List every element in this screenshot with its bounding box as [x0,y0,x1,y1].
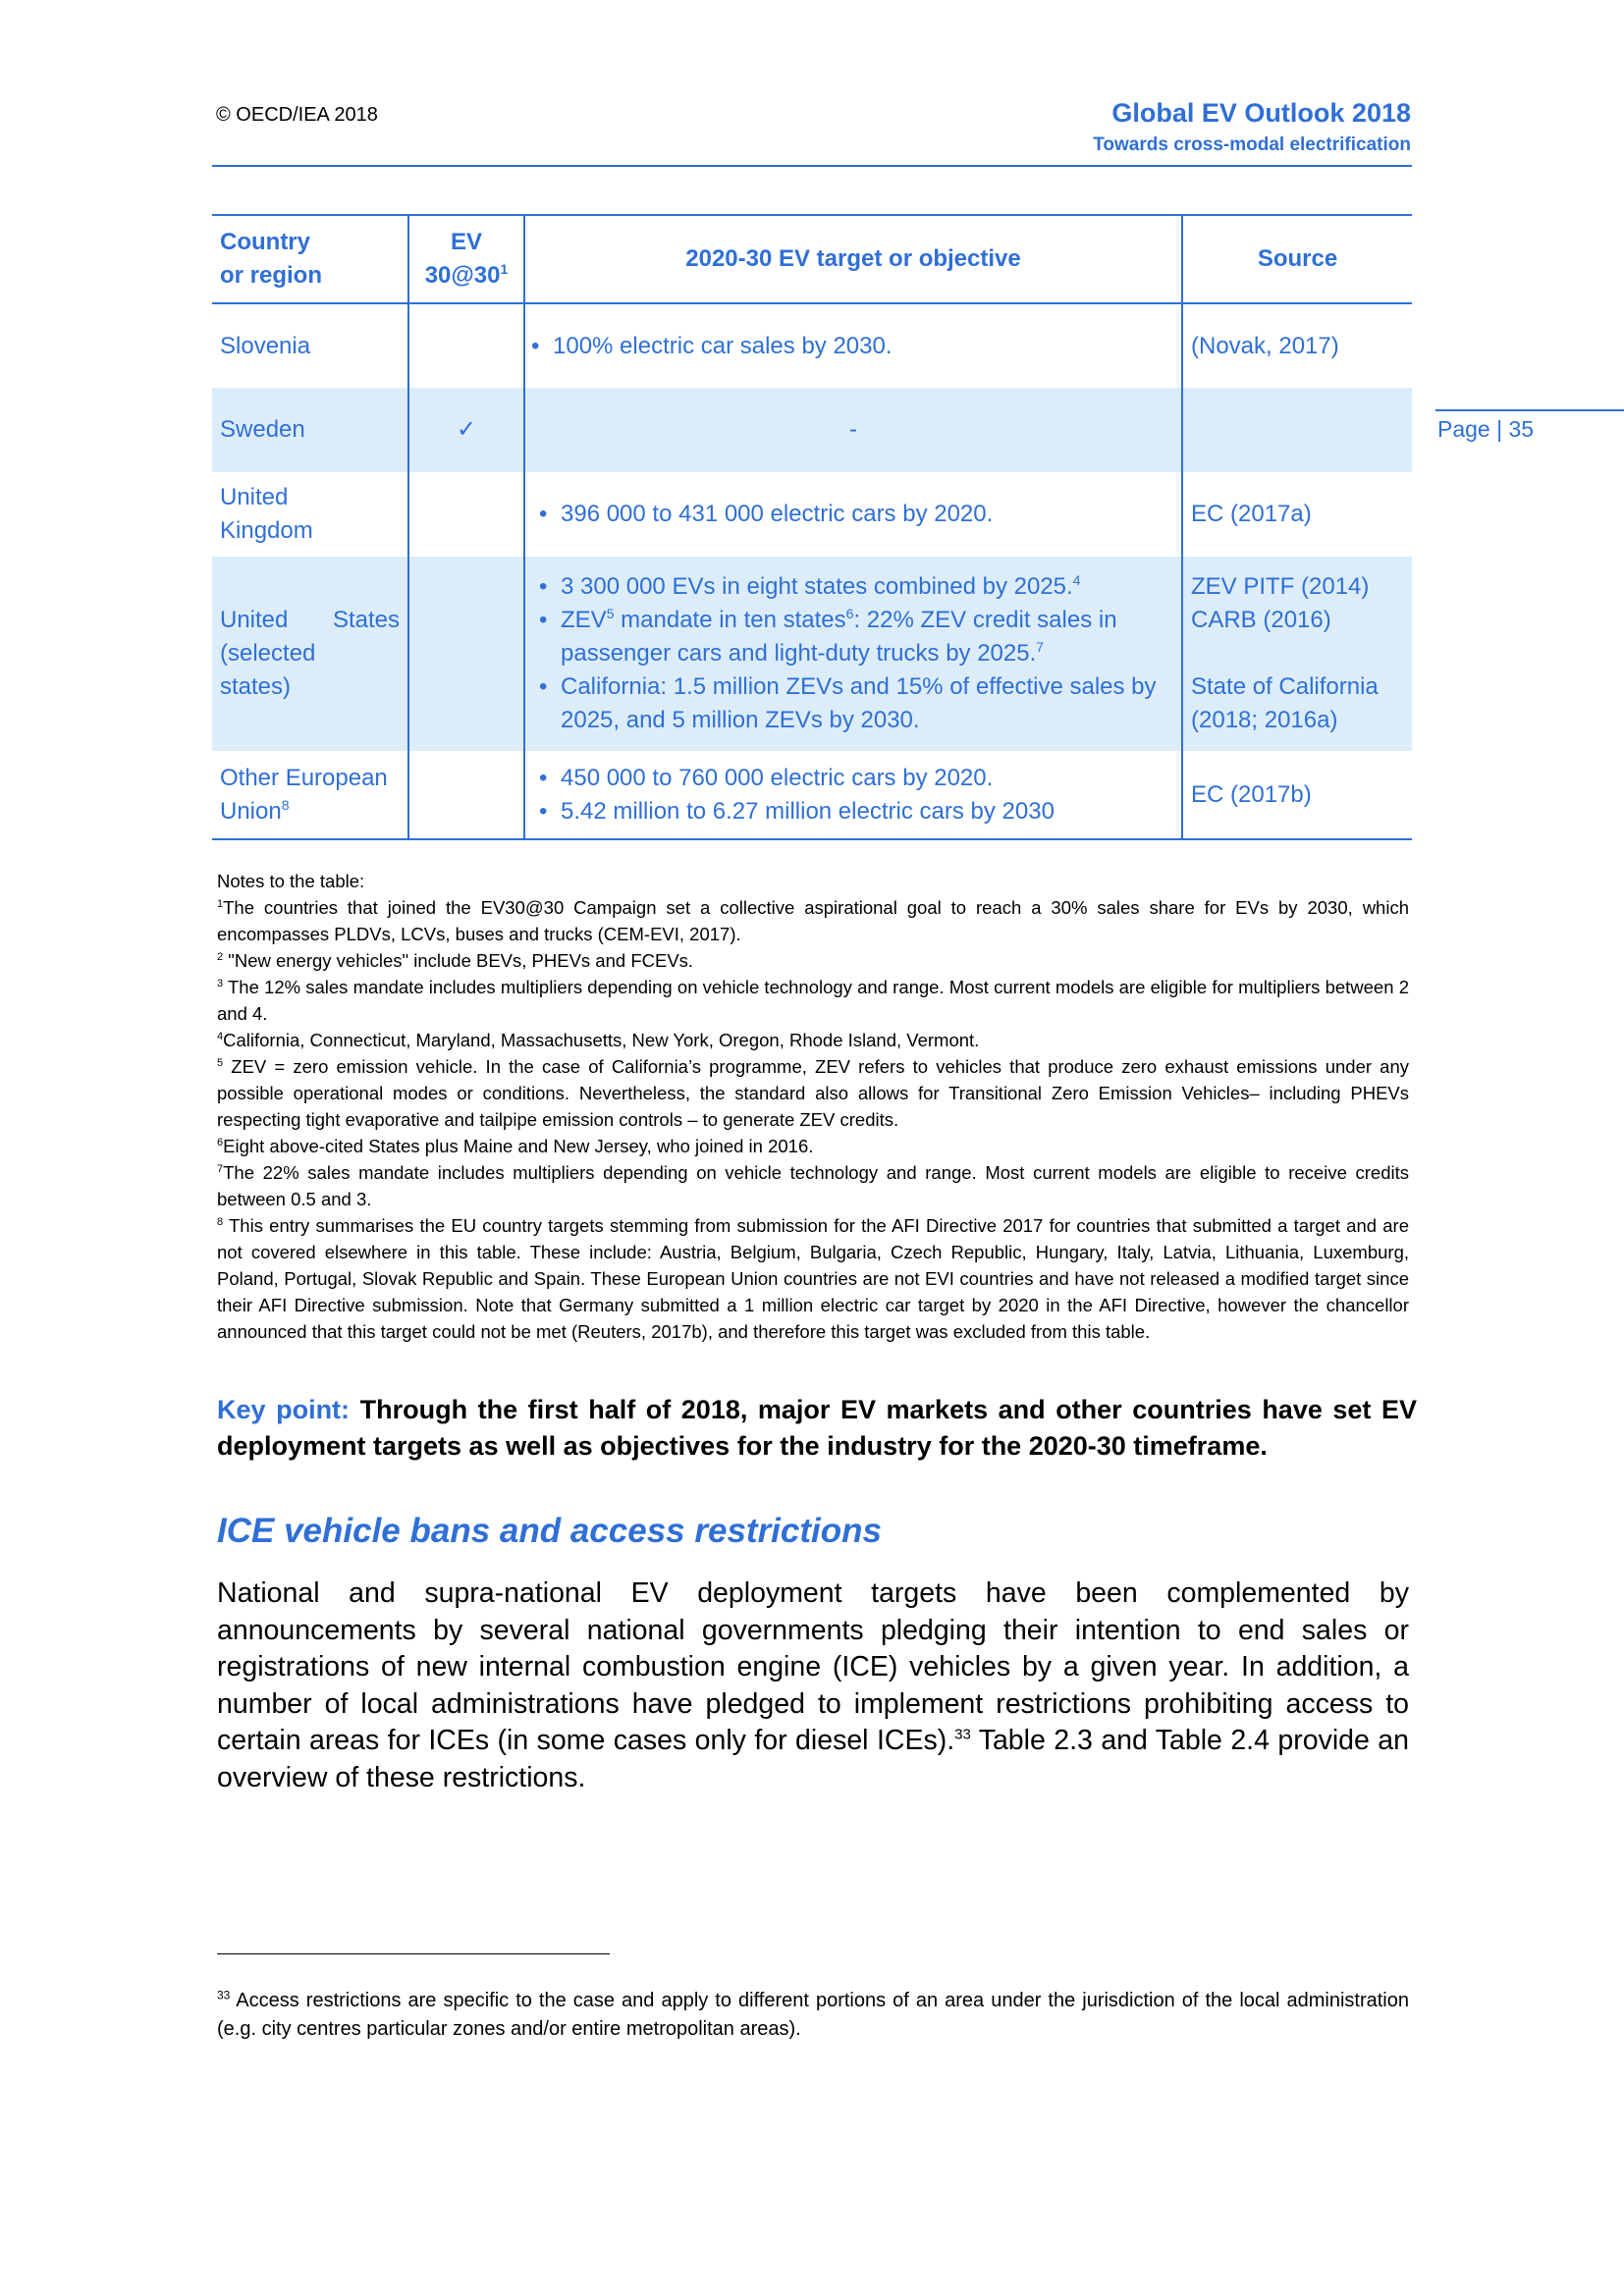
table-notes [217,868,1409,1345]
country-line: Other European [220,764,388,791]
country-cell [212,557,408,751]
section-title: ICE vehicle bans and access restrictions [217,1512,882,1550]
page-label: Page [1437,416,1490,442]
target-item: • 100% electric car sales by 2030. [553,330,1173,363]
column-header-country-line1: Country [220,229,310,255]
page-separator: | [1496,416,1503,442]
key-point [217,1392,1417,1465]
source-cell: EC (2017b) [1182,751,1412,839]
target-cell [524,751,1182,839]
target-item: • 450 000 to 760 000 electric cars by 2020. [561,762,1173,795]
ev3030-cell [408,751,524,839]
target-cell [524,557,1182,751]
report-title: Global EV Outlook 2018 [1111,98,1411,128]
country-cell: Sweden [212,388,408,472]
table-row [212,472,1412,557]
note-item: $^6$Eight above-cited States plus Maine and New Jersey, who joined in 2016. [217,1136,814,1156]
column-header-ev-line1: EV [450,229,482,255]
footnote-ref: 33 [954,1726,971,1743]
target-item: • 3 300 000 EVs in eight states combined by 2025.$^4$ [561,570,1173,604]
body-paragraph: National and supra-national EV deployment targets have been complemented by announcements by several national governments pledging their intention to end sales or registrations of new internal combustion engine (ICE) vehicles by a given year. In addition, a number of local administrations have pledged to implement restrictions prohibiting access to certain areas for ICEs (in some cases only for diesel ICEs).$^{33}$ Table 2.3 and Table 2.4 provide an overview of these restrictions. [217,1577,1409,1793]
page-number [1437,416,1534,443]
column-header-country [212,215,408,303]
target-item: • 396 000 to 431 000 electric cars by 2020. [561,498,1173,531]
target-item: • ZEV$^5$ mandate in ten states$^6$: 22% ZEV credit sales in passenger cars and light-duty trucks by 2025.$^7$ [561,604,1173,670]
source-cell [1182,388,1412,472]
copyright: © OECD/IEA 2018 [216,104,378,126]
table-row [212,303,1412,388]
running-header [1093,98,1411,156]
key-point-text: Through the first half of 2018, major EV markets and other countries have set EV deployment targets as well as objectives for the industry for the 2020-30 timeframe. [217,1395,1417,1461]
footnote-ref: 5 [606,606,615,621]
column-header-ev3030 [408,215,524,303]
source-cell: (Novak, 2017) [1191,332,1339,359]
notes-heading: Notes to the table: [217,871,365,891]
column-header-source: Source [1182,215,1412,303]
column-header-country-line2: or region [220,262,323,289]
page-number-divider [1435,409,1624,411]
header-divider [212,165,1412,167]
note-item: $^7$The 22% sales mandate includes multipliers depending on vehicle technology and range. Most current models are eligible to receive credits between 0.5 and 3. [217,1162,1409,1209]
source-line: (2018; 2016a) [1191,707,1338,733]
checkmark-icon: ✓ [408,388,524,472]
note-item: $^3$ The 12% sales mandate includes multipliers depending on vehicle technology and range. Most current models are eligible for multipliers between 2 and 4. [217,977,1409,1024]
note-item: $^5$ ZEV = zero emission vehicle. In the case of California’s programme, ZEV refers to vehicles that produce zero exhaust emissions under any possible operational modes or conditions. Nevertheless, the standard also allows for Transitional Zero Emission Vehicles– including PHEVs respecting tight evaporative and tailpipe emission controls – to generate ZEV credits. [217,1056,1409,1130]
column-header-target: 2020-30 EV target or objective [524,215,1182,303]
country-cell [212,751,408,839]
page-footnote: $^{33}$ Access restrictions are specific to the case and apply to different portions of an area under the jurisdiction of the local administration (e.g. city centres particular zones and/or entire metropolitan areas). [217,1988,1409,2040]
footnote-ref: 7 [1036,639,1045,655]
target-cell [524,472,1182,557]
table-row [212,388,1412,472]
table-header-row [212,215,1412,303]
country-cell [212,472,408,557]
table-row [212,751,1412,839]
ev3030-cell [408,472,524,557]
target-item: • 5.42 million to 6.27 million electric cars by 2030 [561,795,1173,828]
country-line: United States [220,607,400,633]
key-point-label: Key point: [217,1395,351,1424]
note-item: $^2$ "New energy vehicles" include BEVs, PHEVs and FCEVs. [217,950,694,971]
country-line: Kingdom [220,517,313,544]
column-header-ev-line2: 30@30 [424,262,501,289]
footnote-ref: 8 [281,796,290,813]
source-line: State of California [1191,673,1379,700]
note-item: $^1$The countries that joined the EV30@30 Campaign set a collective aspirational goal to reach a 30% sales share for EVs by 2030, which encompasses PLDVs, LCVs, buses and trucks (CEM-EVI, 2017). [217,897,1409,944]
ev-targets-table [212,214,1412,840]
page-number-value: 35 [1508,416,1535,442]
source-cell: EC (2017a) [1191,501,1312,527]
ev3030-cell [408,557,524,751]
country-line: Union [220,797,282,825]
target-cell [524,303,1182,388]
report-subtitle: Towards cross-modal electrification [1093,134,1411,155]
target-cell: - [524,388,1182,472]
footnote-ref: 1 [500,261,509,277]
country-line: states) [220,673,292,700]
country-line: United [220,484,289,510]
ev3030-cell [408,303,524,388]
footnote-ref: 6 [845,606,854,621]
note-item: $^8$ This entry summarises the EU country targets stemming from submission for the AFI Directive 2017 for countries that submitted a target and are not covered elsewhere in this table. These include: Austria, Belgium, Bulgaria, Czech Republic, Hungary, Italy, Latvia, Lithuania, Luxemburg, Poland, Portugal, Slovak Republic and Spain. These European Union countries are not EVI countries and have not released a modified target since their AFI Directive submission. Note that Germany submitted a 1 million electric car target by 2020 in the AFI Directive, however the chancellor announced that this target could not be met (Reuters, 2017b), and therefore this target was excluded from this table. [217,1215,1409,1342]
footnote-ref: 4 [1072,572,1081,588]
country-line: (selected [220,640,316,667]
note-item: $^4$California, Connecticut, Maryland, Massachusetts, New York, Oregon, Rhode Island, Vermont. [217,1030,980,1050]
target-item: • California: 1.5 million ZEVs and 15% of effective sales by 2025, and 5 million ZEVs by 2030. [561,670,1173,737]
source-cell [1182,557,1412,751]
source-line: ZEV PITF (2014) [1191,573,1370,600]
footnote-divider [217,1953,610,1954]
table-row [212,557,1412,751]
country-cell: Slovenia [212,303,408,388]
source-line: CARB (2016) [1191,607,1331,633]
